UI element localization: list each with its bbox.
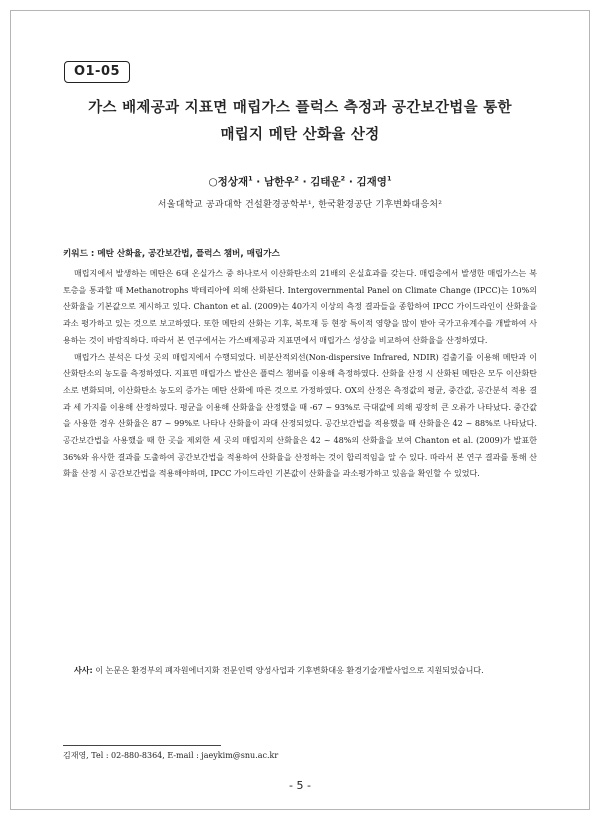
acknowledgement-label: 사사: xyxy=(74,666,93,675)
author-separator: · xyxy=(252,176,264,188)
author-name: 남한우 xyxy=(263,176,295,188)
author-affiliation-mark: 1 xyxy=(248,174,253,183)
paper-title xyxy=(40,95,560,149)
body-paragraph: 매립지에서 발생하는 메탄은 6대 온실가스 중 하나로서 이산화탄소의 21배의 온실효과를 갖는다. 매립층에서 발생한 매립가스는 복토층을 통과할 때 Methanotrophs 박테리아에 의해 산화된다. Intergovernmental Panel on Climate Change (IPCC)는 10%의 산화율을 기본값으로 제시하고 있다. Chanton et al. (2009)는 40가지 이상의 측정 결과들을 종합하여 IPCC 가이드라인이 산화율을 과소 평가하고 있는 것으로 보고하였다. 또한 메탄의 산화는 기후, 복토재 등 현장 특이적 영향을 많이 받아 국가고유계수를 개발하여 사용하는 것이 바람직하다. 따라서 본 연구에서는 가스배제공과 지표면에서 매립가스 성상을 비교하여 산화율을 산정하였다. xyxy=(63,269,537,345)
author-affiliation-mark: 1 xyxy=(386,174,392,183)
paper-code-badge: O1-05 xyxy=(64,61,130,83)
corresponding-author-footnote: 김재영, Tel : 02-880-8364, E-mail : jaeykim@snu.ac.kr xyxy=(63,751,279,760)
author-name: 김태운 xyxy=(310,176,341,188)
author-name: 정상재 xyxy=(217,176,249,188)
abstract-body xyxy=(63,266,537,483)
affiliations: 서울대학교 공과대학 건설환경공학부¹, 한국환경공단 기후변화대응처² xyxy=(157,200,443,210)
author-name: 김재영 xyxy=(356,176,387,188)
author-list xyxy=(0,174,600,189)
keywords: 키워드 : 메탄 산화율, 공간보간법, 플럭스 챔버, 매립가스 xyxy=(63,249,280,259)
title-line-1: 가스 배제공과 지표면 매립가스 플럭스 측정과 공간보간법을 통한 xyxy=(88,100,512,116)
footnote-divider xyxy=(63,745,221,746)
acknowledgement xyxy=(63,663,537,680)
author-separator: · xyxy=(345,176,357,188)
title-line-2: 매립지 메탄 산화율 산정 xyxy=(220,127,380,143)
presenter-marker: ○ xyxy=(208,176,218,188)
author-separator: · xyxy=(298,176,311,188)
author-affiliation-mark: 2 xyxy=(340,174,346,183)
acknowledgement-text: 이 논문은 환경부의 폐자원에너지화 전문인력 양성사업과 기후변화대응 환경기술개발사업으로 지원되었습니다. xyxy=(92,666,484,675)
body-paragraph: 매립가스 분석은 다섯 곳의 매립지에서 수행되었다. 비분산적외선(Non-dispersive Infrared, NDIR) 검출기를 이용해 메탄과 이산화탄소의 농도를 측정하였다. 지표면 매립가스 발산은 플럭스 챔버를 이용해 측정하였다. 산화율 산정 시 산화된 메탄은 모두 이산화탄소로 변화되며, 이산화탄소 농도의 증가는 메탄 산화에 따른 것으로 가정하였다. OX의 산정은 측정값의 평균, 중간값, 공간분석 적용 결과 세 가지를 이용해 산정하였다. 평균을 이용해 산화율을 산정했을 때 -67 ~ 93%로 극대값에 의해 굉장히 큰 오류가 나타났다. 중간값을 사용한 경우 산화율은 87 ~ 99%로 나타나 산화율이 과대 산정되었다. 공간보간법을 적용했을 때 산화율은 42 ~ 88%로 나타났다. 공간보간법을 사용했을 때 한 곳을 제외한 세 곳의 매립지의 산화율은 42 ~ 48%의 산화율을 보여 Chanton et al. (2009)가 발표한 36%와 유사한 결과를 도출하여 공간보간법을 적용하여 산화율을 산정하는 것이 합리적임을 알 수 있다. 따라서 본 연구 결과를 통해 산화율 산정 시 공간보간법을 적용해야하며, IPCC 가이드라인 기본값이 산화율을 과소평가하고 있음을 확인할 수 있었다. xyxy=(63,352,537,479)
page-number: - 5 - xyxy=(289,779,311,792)
author-affiliation-mark: 2 xyxy=(294,174,299,183)
